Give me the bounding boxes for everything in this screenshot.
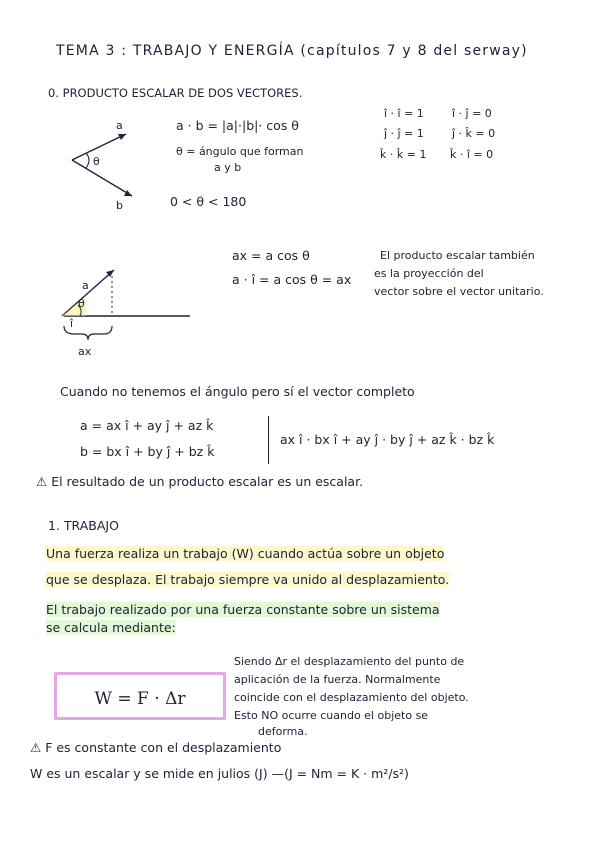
projection-note-line2: es la proyección del <box>374 267 484 280</box>
section-heading-dot-product: 0. PRODUCTO ESCALAR DE DOS VECTORES. <box>48 86 303 100</box>
work-units: W es un escalar y se mide en julios (J) —(J = Nm = K · m²/s²) <box>30 766 409 781</box>
work-formula: W = F · Δr <box>94 689 186 709</box>
page-title: TEMA 3 : TRABAJO Y ENERGÍA (capítulos 7 y 8 del serway) <box>56 43 528 59</box>
projection-note-line1: El producto escalar también <box>380 249 535 262</box>
theta-definition-line1: θ = ángulo que forman <box>176 145 304 158</box>
diagram1-label-theta: θ <box>93 155 100 168</box>
constant-force-line1: El trabajo realizado por una fuerza constante sobre un sistema <box>46 602 440 617</box>
work-definition-line2: que se desplaza. El trabajo siempre va unido al desplazamiento. <box>46 572 450 587</box>
unit-product-ki: k̂ · î = 0 <box>450 148 494 161</box>
constant-force-line2: se calcula mediante: <box>46 620 176 635</box>
theta-range: 0 < θ < 180 <box>170 194 247 209</box>
theta-definition-line2: a y b <box>214 161 242 174</box>
diagram2-label-a: a <box>82 279 89 292</box>
displacement-note-line1: Siendo Δr el desplazamiento del punto de <box>234 655 465 668</box>
unit-product-ii: î · î = 1 <box>384 107 424 120</box>
displacement-note-line5: deforma. <box>258 725 308 738</box>
unit-product-jj: ĵ · ĵ = 1 <box>384 127 424 140</box>
unit-product-jk: ĵ · k̂ = 0 <box>452 127 496 140</box>
projection-component: ax = a cos θ <box>232 248 310 263</box>
scalar-result-warning-text: El resultado de un producto escalar es un escalar. <box>51 474 364 489</box>
unit-product-ij: î · ĵ = 0 <box>452 107 492 120</box>
projection-note-line3: vector sobre el vector unitario. <box>374 285 544 298</box>
work-definition-line1: Una fuerza realiza un trabajo (W) cuando actúa sobre un objeto <box>46 546 445 561</box>
dot-product-formula: a · b = |a|·|b|· cos θ <box>176 118 299 133</box>
section-heading-work: 1. TRABAJO <box>48 518 119 533</box>
displacement-note-line3: coincide con el desplazamiento del objeto. <box>234 691 469 704</box>
unit-product-kk: k̂ · k̂ = 1 <box>380 148 427 161</box>
projection-dot-unit: a · î = a cos θ = ax <box>232 272 352 287</box>
displacement-note-line2: aplicación de la fuerza. Normalmente <box>234 673 441 686</box>
diagram1-label-a: a <box>116 119 123 132</box>
vector-a-projection-line <box>62 270 114 316</box>
vector-a-components: a = ax î + ay ĵ + az k̂ <box>80 418 214 433</box>
vector-b-components: b = bx î + by ĵ + bz k̂ <box>80 444 215 459</box>
displacement-note-line4: Esto NO ocurre cuando el objeto se <box>234 709 429 722</box>
components-dot-product: ax î · bx î + ay ĵ · by ĵ + az k̂ · bz k̂ <box>280 432 495 447</box>
diagram2-label-theta: θ <box>78 297 85 310</box>
constant-force-warning-text: F es constante con el desplazamiento <box>45 740 282 755</box>
components-brace <box>268 416 269 464</box>
scalar-result-warning <box>36 476 363 489</box>
warning-triangle-icon: ⚠ <box>30 740 42 755</box>
diagram2-label-ax: ax <box>78 345 92 358</box>
diagram2-label-unit-i: î <box>70 317 74 330</box>
components-intro: Cuando no tenemos el ángulo pero sí el vector completo <box>60 384 415 399</box>
diagram1-label-b: b <box>116 199 123 212</box>
constant-force-warning <box>30 742 281 755</box>
warning-triangle-icon: ⚠ <box>36 474 48 489</box>
work-formula-box <box>54 672 226 720</box>
